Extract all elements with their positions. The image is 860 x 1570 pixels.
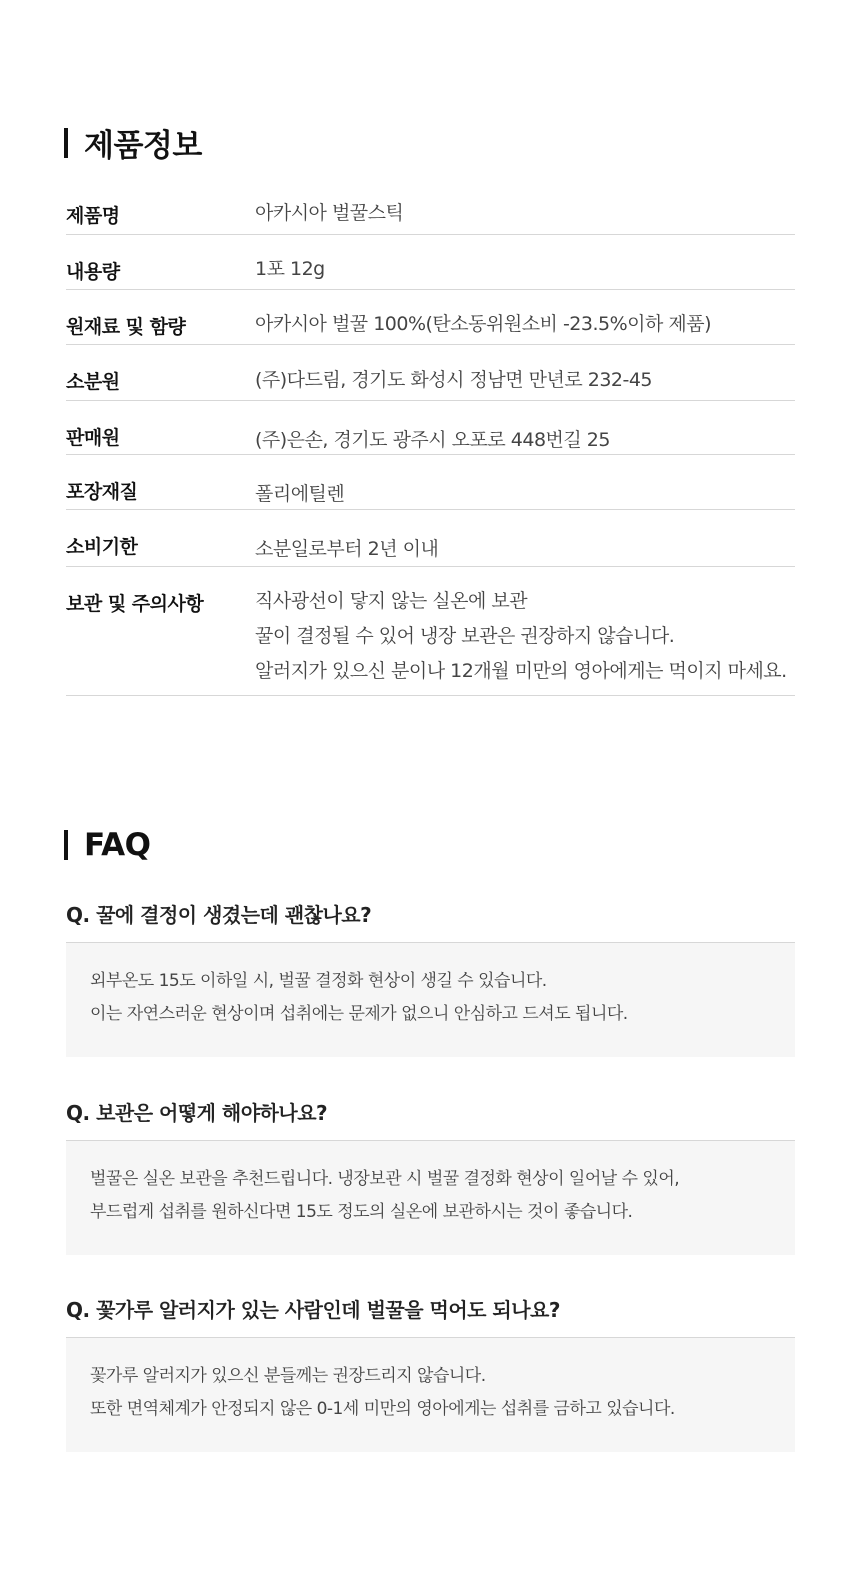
spec-value-line: 직사광선이 닿지 않는 실온에 보관 [255, 590, 528, 612]
spec-value [255, 309, 795, 344]
faq-answer-line: 벌꿀은 실온 보관을 추천드립니다. 냉장보관 시 벌꿀 결정화 현상이 일어날 수 있어, [90, 1169, 680, 1189]
heading-bar [64, 128, 68, 158]
faq-answer-line: 이는 자연스러운 현상이며 섭취에는 문제가 없으니 안심하고 드셔도 됩니다. [90, 1004, 628, 1024]
heading-bar [64, 830, 68, 860]
spec-label: 내용량 [66, 261, 120, 283]
spec-value [255, 425, 795, 454]
spec-row-product-name [66, 184, 795, 235]
faq-question[interactable]: Q. 꽃가루 알러지가 있는 사람인데 벌꿀을 먹어도 되나요? [66, 1294, 795, 1338]
spec-value [255, 198, 795, 234]
spec-value-line: (주)다드림, 경기도 화성시 정남면 만년로 232-45 [255, 369, 653, 391]
spec-value [255, 254, 795, 289]
spec-label: 원재료 및 함량 [66, 316, 186, 338]
faq-heading [64, 827, 150, 863]
spec-row-packaging [66, 455, 795, 510]
spec-row-expiry [66, 510, 795, 567]
spec-value [255, 534, 795, 566]
faq-item [66, 1097, 795, 1255]
spec-value-line: 아카시아 벌꿀스틱 [255, 202, 404, 224]
spec-value [255, 365, 795, 400]
faq-answer-line: 또한 면역체계가 안정되지 않은 0-1세 미만의 영아에게는 섭취를 금하고 있습니다. [90, 1399, 675, 1419]
spec-label: 판매원 [66, 427, 120, 449]
faq-answer-line: 꽃가루 알러지가 있으신 분들께는 권장드리지 않습니다. [90, 1366, 486, 1386]
faq-answer [66, 1141, 795, 1255]
spec-label: 보관 및 주의사항 [66, 593, 204, 615]
spec-value-line: 알러지가 있으신 분이나 12개월 미만의 영아에게는 먹이지 마세요. [255, 660, 787, 682]
spec-row-volume [66, 235, 795, 290]
faq-question[interactable]: Q. 보관은 어떻게 해야하나요? [66, 1097, 795, 1141]
spec-row-storage-caution [66, 567, 795, 696]
spec-value-line: 꿀이 결정될 수 있어 냉장 보관은 권장하지 않습니다. [255, 625, 675, 647]
spec-row-seller [66, 401, 795, 455]
spec-value-line: 1포 12g [255, 258, 325, 280]
faq-item [66, 899, 795, 1057]
product-info-title: 제품정보 [84, 128, 202, 164]
spec-row-repackager [66, 345, 795, 401]
spec-value-line: (주)은손, 경기도 광주시 오포로 448번길 25 [255, 429, 610, 451]
spec-value-line: 소분일로부터 2년 이내 [255, 538, 439, 560]
faq-item [66, 1294, 795, 1452]
faq-question[interactable]: Q. 꿀에 결정이 생겼는데 괜찮나요? [66, 899, 795, 943]
spec-label: 소비기한 [66, 536, 138, 558]
spec-value-line: 아카시아 벌꿀 100%(탄소동위원소비 -23.5%이하 제품) [255, 313, 712, 335]
spec-value-line: 폴리에틸렌 [255, 483, 345, 505]
faq-answer-line: 부드럽게 섭취를 원하신다면 15도 정도의 실온에 보관하시는 것이 좋습니다. [90, 1202, 633, 1222]
faq-title: FAQ [84, 827, 151, 863]
spec-label: 제품명 [66, 205, 120, 227]
spec-label: 소분원 [66, 371, 120, 393]
faq-answer-line: 외부온도 15도 이하일 시, 벌꿀 결정화 현상이 생길 수 있습니다. [90, 971, 547, 991]
spec-value [255, 479, 795, 509]
product-info-heading [64, 120, 202, 165]
spec-row-ingredients [66, 290, 795, 345]
spec-label: 포장재질 [66, 481, 138, 503]
faq-answer [66, 1338, 795, 1452]
spec-value [255, 584, 795, 695]
faq-answer [66, 943, 795, 1057]
product-spec-table [66, 184, 795, 696]
